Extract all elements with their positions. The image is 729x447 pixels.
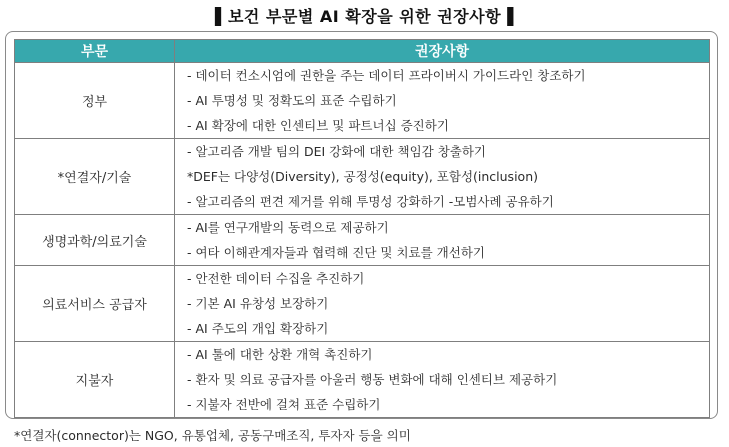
recommendation-item: - 기본 AI 유창성 보장하기 — [187, 296, 329, 311]
recommendation-item: - 알고리즘 개발 팀의 DEI 강화에 대한 책임감 창출하기 — [187, 144, 487, 159]
recommendation-item: - AI 주도의 개입 확장하기 — [187, 321, 329, 336]
header-sector: 부문 — [15, 40, 175, 63]
recommendation-item: - 안전한 데이터 수집을 추진하기 — [187, 271, 365, 286]
table-row — [15, 266, 710, 342]
recommendation-list — [175, 139, 710, 215]
recommendation-item: - AI를 연구개발의 동력으로 제공하기 — [187, 220, 389, 235]
recommendation-item: - 데이터 컨소시엄에 권한을 주는 데이터 프라이버시 가이드라인 창조하기 — [187, 68, 586, 83]
sector-payer: 지불자 — [15, 342, 175, 418]
sector-government: 정부 — [15, 63, 175, 139]
header-recommendations: 권장사항 — [175, 40, 710, 63]
recommendation-item: - 지불자 전반에 걸쳐 표준 수립하기 — [187, 397, 381, 412]
recommendation-item: - 알고리즘의 편견 제거를 위해 투명성 강화하기 -모범사례 공유하기 — [187, 194, 554, 209]
recommendation-item: *DEF는 다양성(Diversity), 공정성(equity), 포함성(inclusion) — [187, 169, 538, 184]
sector-life-science-medtech: 생명과학/의료기술 — [15, 215, 175, 266]
recommendation-list — [175, 63, 710, 139]
recommendation-item: - 환자 및 의료 공급자를 아울러 행동 변화에 대해 인센티브 제공하기 — [187, 372, 558, 387]
footnote: *연결자(connector)는 NGO, 유통업체, 공동구매조직, 투자자 등을 의미 — [14, 428, 411, 443]
sector-healthcare-provider: 의료서비스 공급자 — [15, 266, 175, 342]
page-title: ▌보건 부문별 AI 확장을 위한 권장사항▐ — [215, 7, 514, 26]
table-row — [15, 63, 710, 139]
table-row — [15, 342, 710, 418]
table-header-row — [15, 40, 710, 63]
recommendation-item: - AI 투명성 및 정확도의 표준 수립하기 — [187, 93, 397, 108]
recommendation-list — [175, 342, 710, 418]
sector-connector-tech: *연결자/기술 — [15, 139, 175, 215]
table-row — [15, 139, 710, 215]
recommendation-item: - AI 툴에 대한 상환 개혁 촉진하기 — [187, 347, 373, 362]
recommendation-item: - 여타 이해관계자들과 협력해 진단 및 치료를 개선하기 — [187, 245, 485, 260]
recommendation-list — [175, 215, 710, 266]
recommendation-item: - AI 확장에 대한 인센티브 및 파트너십 증진하기 — [187, 118, 449, 133]
table-row — [15, 215, 710, 266]
recommendations-table — [14, 39, 710, 418]
recommendation-list — [175, 266, 710, 342]
